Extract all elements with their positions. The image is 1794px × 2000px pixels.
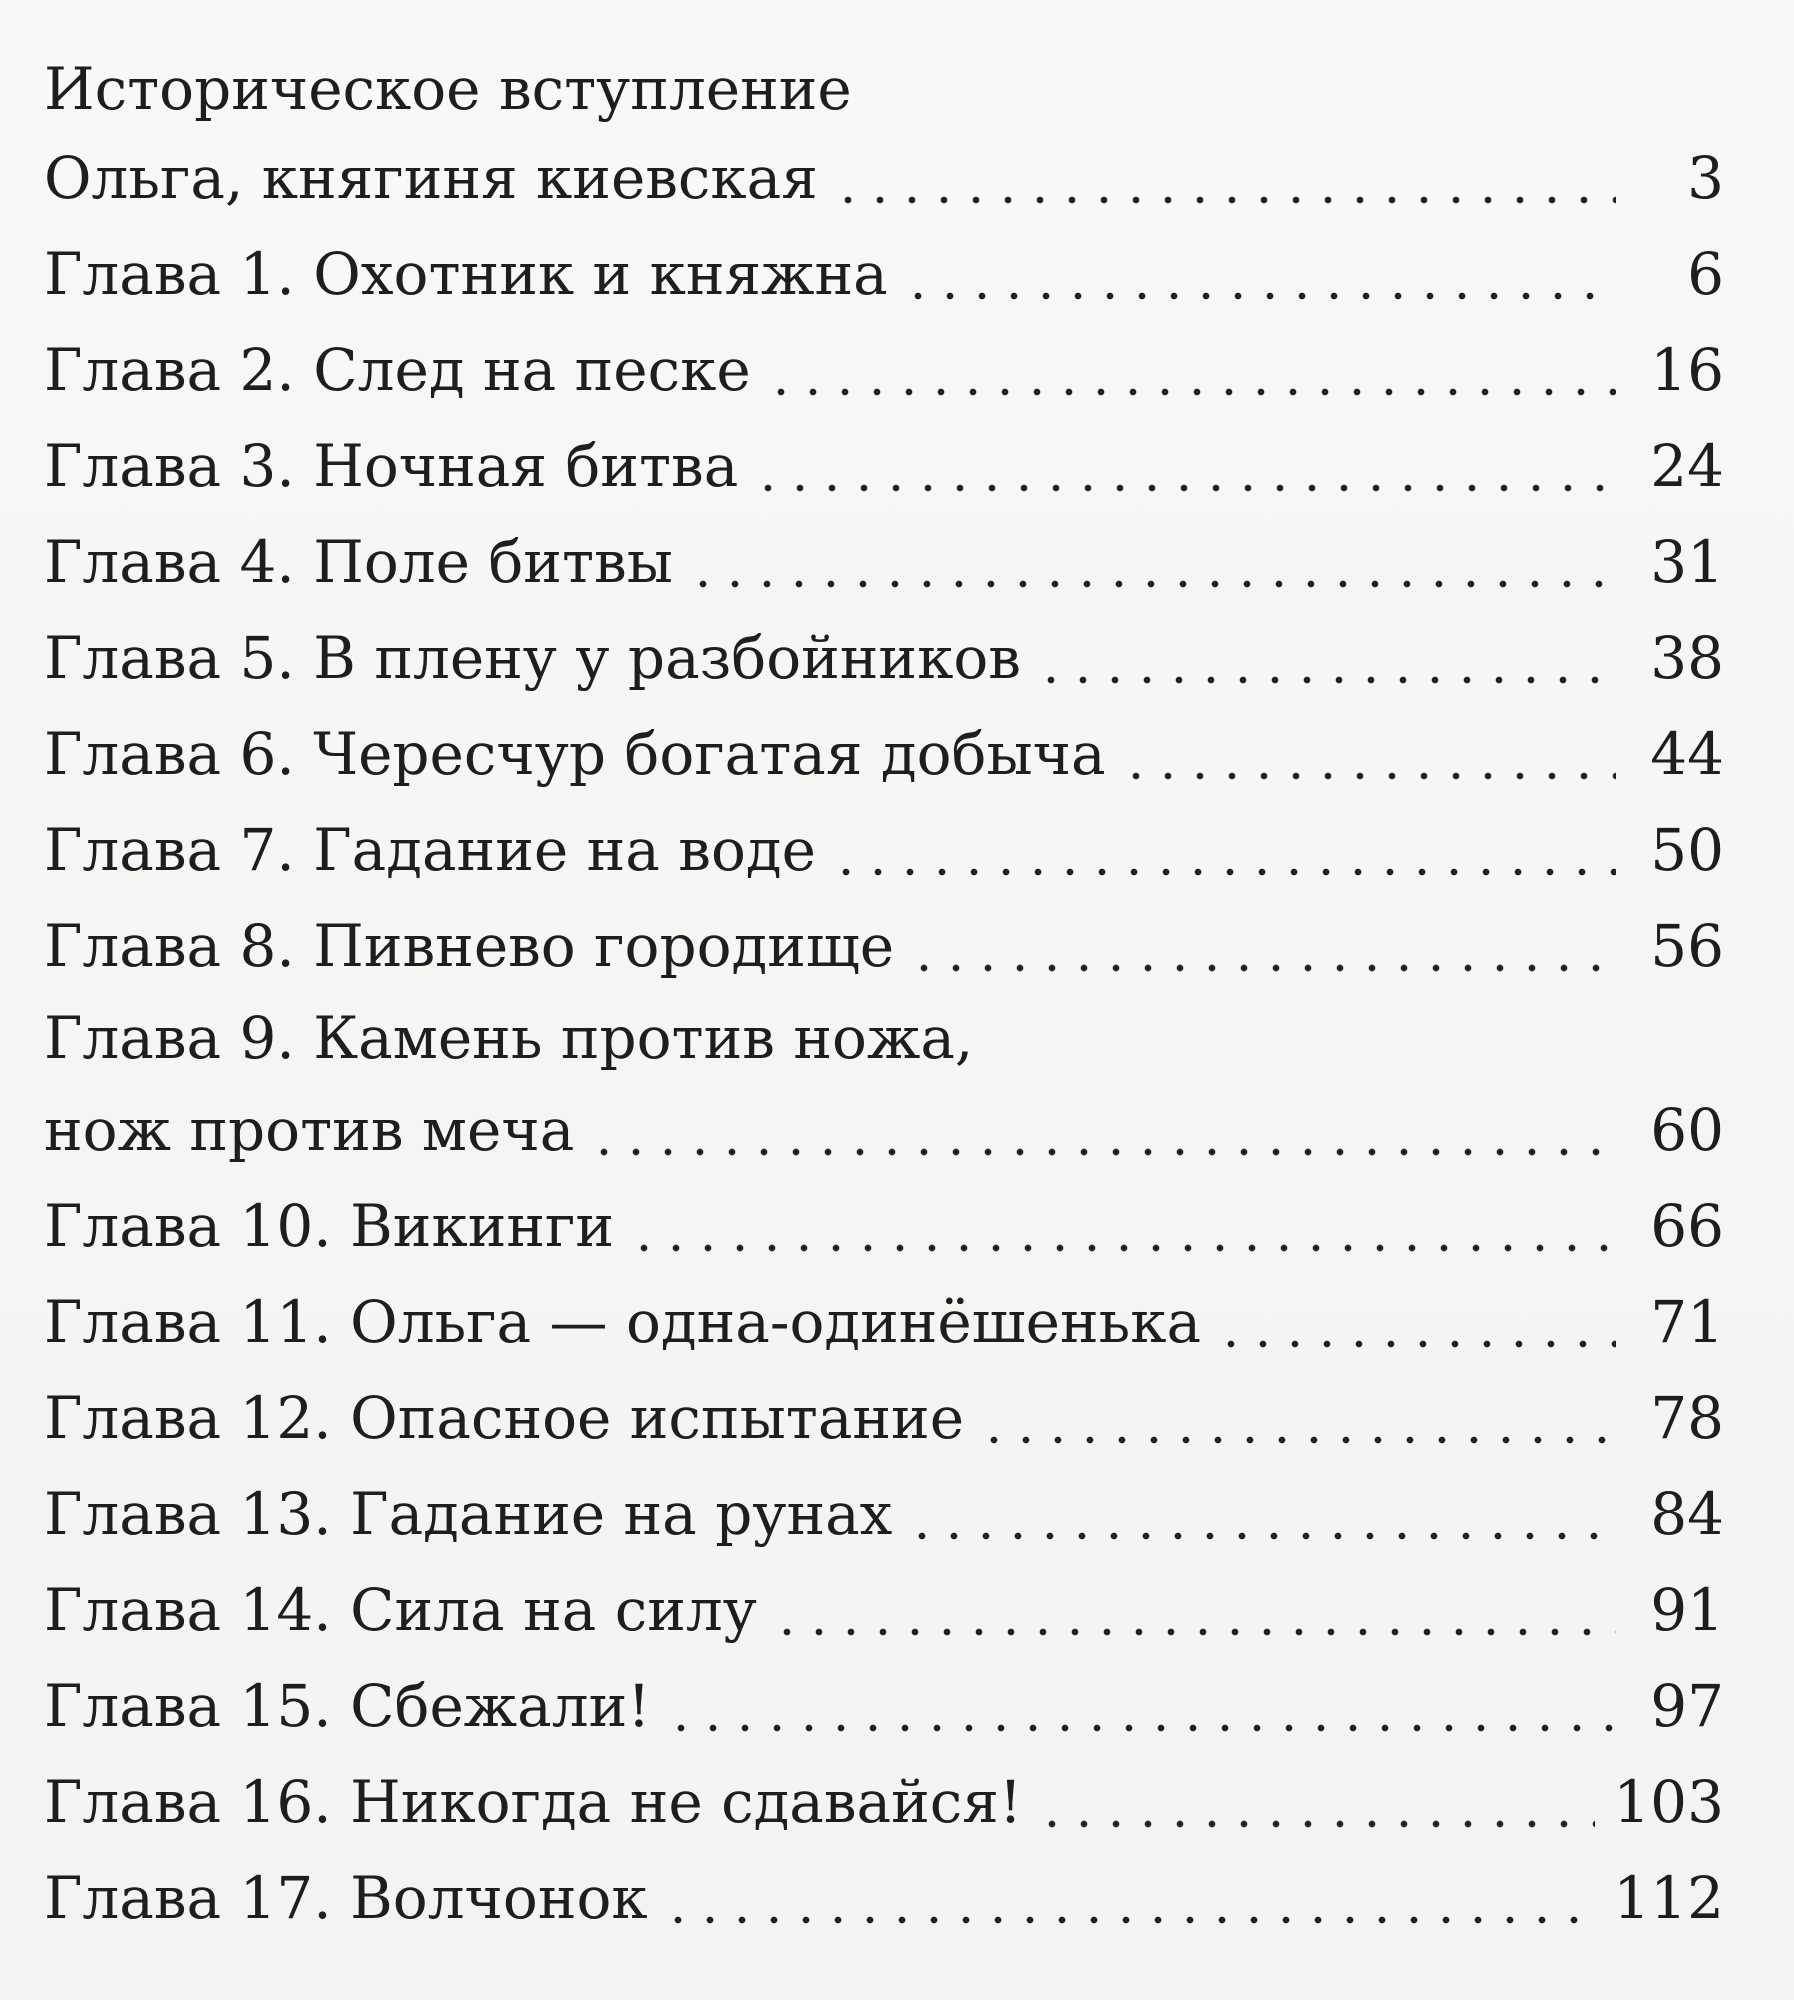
leader-dots (1035, 672, 1616, 688)
toc-entry-title: Глава 2. След на песке (44, 336, 751, 404)
leader-dots (1036, 1816, 1595, 1832)
toc-entry (44, 226, 1724, 322)
toc-entry-title: Глава 1. Охотник и княжна (44, 240, 888, 308)
leader-dots (687, 576, 1616, 592)
leader-dots (906, 1528, 1616, 1544)
toc-entry-page: 103 (1613, 1768, 1724, 1836)
toc-entry (44, 898, 1724, 994)
toc-entry-title: Ольга, княгиня киевская (44, 144, 818, 212)
toc-entry (44, 1466, 1724, 1562)
leader-dots (832, 192, 1616, 208)
toc-entry-page: 56 (1650, 912, 1724, 980)
toc-entry (44, 1178, 1724, 1274)
leader-dots (588, 1144, 1616, 1160)
leader-dots (1215, 1336, 1616, 1352)
toc-entry (44, 130, 1724, 226)
toc-entry-title: Глава 16. Никогда не сдавайся! (44, 1768, 1023, 1836)
toc-entry-page: 16 (1650, 336, 1724, 404)
toc-entry-page: 24 (1650, 432, 1724, 500)
leader-dots (628, 1240, 1616, 1256)
toc-entry-page: 71 (1650, 1288, 1724, 1356)
toc-entry-page: 44 (1650, 720, 1724, 788)
leader-dots (665, 1720, 1616, 1736)
toc-entry-title: Глава 15. Сбежали! (44, 1672, 651, 1740)
leader-dots (752, 480, 1616, 496)
toc-entry (44, 1274, 1724, 1370)
toc-entry (44, 1370, 1724, 1466)
toc-entry-page: 3 (1687, 144, 1724, 212)
toc-entry-title: Глава 11. Ольга — одна-одинёшенька (44, 1288, 1202, 1356)
toc-entry (44, 322, 1724, 418)
toc-entry-title: Глава 3. Ночная битва (44, 432, 739, 500)
toc-entry-title: Глава 14. Сила на силу (44, 1576, 757, 1644)
leader-dots (908, 960, 1616, 976)
toc-entry-title: Глава 7. Гадание на воде (44, 816, 816, 884)
toc-entry-title: Глава 6. Чересчур богатая добыча (44, 720, 1106, 788)
toc-entry (44, 514, 1724, 610)
toc-entry-page: 60 (1650, 1096, 1724, 1164)
leader-dots (830, 864, 1616, 880)
toc-entry-page: 6 (1687, 240, 1724, 308)
toc-entry-page: 91 (1650, 1576, 1724, 1644)
toc-entry-page: 78 (1650, 1384, 1724, 1452)
toc-entry-title: Глава 8. Пивнево городище (44, 912, 895, 980)
toc-heading: Историческое вступление (44, 55, 852, 123)
leader-dots (765, 384, 1616, 400)
toc-entry-title: Глава 9. Камень против ножа, (44, 1004, 974, 1072)
toc-entry-page: 112 (1613, 1864, 1724, 1932)
leader-dots (978, 1432, 1616, 1448)
toc-entry-title: Глава 4. Поле битвы (44, 528, 673, 596)
leader-dots (771, 1624, 1616, 1640)
toc-heading-row (44, 48, 1724, 130)
toc-entry-page: 97 (1650, 1672, 1724, 1740)
toc-entry (44, 610, 1724, 706)
toc-entry (44, 1658, 1724, 1754)
toc-entry (44, 994, 1724, 1082)
toc-entry-title: Глава 17. Волчонок (44, 1864, 648, 1932)
toc-entry-page: 66 (1650, 1192, 1724, 1260)
toc-entry-page: 31 (1650, 528, 1724, 596)
toc-entry-title: Глава 12. Опасное испытание (44, 1384, 965, 1452)
leader-dots (1120, 768, 1616, 784)
table-of-contents (44, 48, 1724, 1946)
toc-entry-title: Глава 10. Викинги (44, 1192, 615, 1260)
toc-entry-page: 50 (1650, 816, 1724, 884)
toc-entry (44, 802, 1724, 898)
toc-entry (44, 1850, 1724, 1946)
toc-entry (44, 1754, 1724, 1850)
toc-entry (44, 1082, 1724, 1178)
leader-dots (902, 288, 1616, 304)
toc-entry-title: нож против меча (44, 1096, 575, 1164)
toc-entry (44, 418, 1724, 514)
toc-entry-title: Глава 5. В плену у разбойников (44, 624, 1021, 692)
toc-entry (44, 706, 1724, 802)
toc-entry (44, 1562, 1724, 1658)
toc-entry-page: 38 (1650, 624, 1724, 692)
leader-dots (662, 1912, 1596, 1928)
toc-entry-page: 84 (1650, 1480, 1724, 1548)
toc-entry-title: Глава 13. Гадание на рунах (44, 1480, 893, 1548)
